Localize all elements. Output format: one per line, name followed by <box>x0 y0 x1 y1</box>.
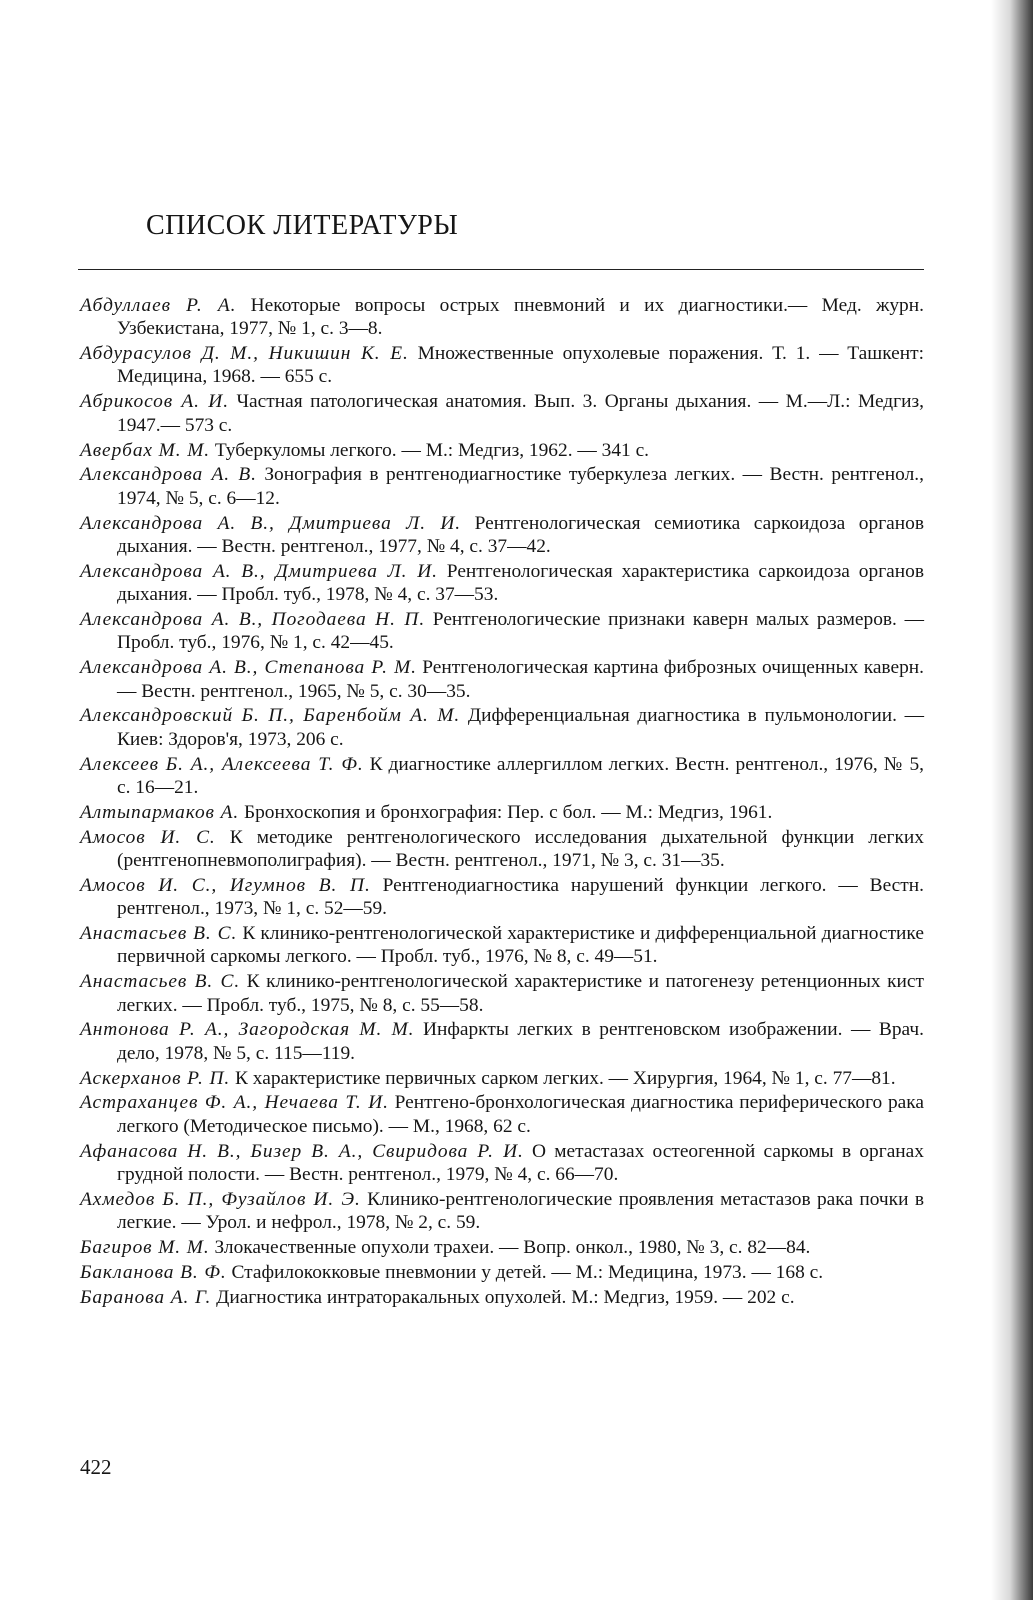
reference-entry <box>80 753 924 800</box>
reference-authors: Бакланова В. Ф. <box>80 1261 227 1283</box>
reference-authors: Аскерханов Р. П. <box>80 1067 231 1089</box>
reference-entry <box>80 922 924 969</box>
reference-list <box>80 294 924 1311</box>
reference-authors: Анастасьев В. С. <box>80 923 238 945</box>
reference-authors: Александрова А. В., Погодаева Н. П. <box>80 609 426 631</box>
reference-authors: Антонова Р. А., Загородская М. М. <box>80 1019 415 1041</box>
reference-entry <box>80 801 924 824</box>
reference-authors: Александрова А. В., Дмитриева Л. И. <box>80 560 438 582</box>
scan-edge-shadow <box>991 0 1033 1600</box>
reference-text: Рентгенологические признаки каверн малых размеров. — Пробл. туб., 1976, № 1, с. 42—45. <box>117 609 924 654</box>
reference-entry <box>80 294 924 341</box>
reference-text: К клинико-рентгенологической характеристике и дифференциальной диагностике первичной саркомы легкого. — Пробл. туб., 1976, № 8, с. 49—51. <box>117 923 924 968</box>
reference-text: Стафилококковые пневмонии у детей. — М.: Медицина, 1973. — 168 с. <box>231 1261 824 1283</box>
reference-text: Злокачественные опухоли трахеи. — Вопр. онкол., 1980, № 3, с. 82—84. <box>214 1237 811 1259</box>
reference-authors: Афанасова Н. В., Бизер В. А., Свиридова Р. И. <box>80 1140 524 1162</box>
reference-authors: Ахмедов Б. П., Фузайлов И. Э. <box>80 1188 361 1210</box>
reference-entry <box>80 439 924 462</box>
reference-authors: Амосов И. С., Игумнов В. П. <box>80 874 371 896</box>
reference-entry <box>80 560 924 607</box>
reference-entry <box>80 704 924 751</box>
reference-text: Рентгенологическая характеристика саркоидоза органов дыхания. — Пробл. туб., 1978, № 4, с. 37—53. <box>117 560 924 606</box>
reference-text: Рентгено-бронхологическая диагностика периферического рака легкого (Методическое письмо). — М., 1968, 62 с. <box>117 1092 924 1137</box>
reference-text: Бронхоскопия и бронхография: Пер. с бол. — М.: Медгиз, 1961. <box>243 801 773 823</box>
reference-authors: Алексеев Б. А., Алексеева Т. Ф. <box>80 753 364 775</box>
reference-authors: Астраханцев Ф. А., Нечаева Т. И. <box>80 1092 389 1114</box>
page-number: 422 <box>80 1455 112 1479</box>
reference-text: Рентгенологическая картина фиброзных очищенных каверн. — Вестн. рентгенол., 1965, № 5, с. 30—35. <box>117 657 924 702</box>
reference-text: К характеристике первичных сарком легких. — Хирургия, 1964, № 1, с. 77—81. <box>235 1067 896 1089</box>
reference-text: Диагностика интраторакальных опухолей. М.: Медгиз, 1959. — 202 с. <box>216 1286 795 1308</box>
reference-entry <box>80 390 924 437</box>
reference-authors: Авербах М. М. <box>80 439 211 461</box>
reference-text: К клинико-рентгенологической характеристике и патогенезу ретенционных кист легких. — Пробл. туб., 1975, № 8, с. 55—58. <box>117 971 924 1016</box>
reference-text: К методике рентгенологического исследования дыхательной функции легких (рентгенопневмополиграфия). — Вестн. рентгенол., 1971, № 3, с. 31—35. <box>117 826 924 871</box>
reference-text: Рентгенологическая семиотика саркоидоза органов дыхания. — Вестн. рентгенол., 1977, № 4, с. 37—42. <box>117 512 924 557</box>
reference-text: Зонография в рентгенодиагностике туберкулеза легких. — Вестн. рентгенол., 1974, № 5, с. 6—12. <box>117 464 924 509</box>
reference-authors: Баранова А. Г. <box>80 1286 212 1308</box>
reference-entry <box>80 1018 924 1065</box>
page-title: СПИСОК ЛИТЕРАТУРЫ <box>146 210 459 241</box>
reference-entry <box>80 826 924 873</box>
reference-text: Инфаркты легких в рентгеновском изображении. — Врач. дело, 1978, № 5, с. 115—119. <box>117 1019 924 1064</box>
reference-text: Некоторые вопросы острых пневмоний и их диагностики.— Мед. журн. Узбекистана, 1977, № 1, с. 3—8. <box>117 295 924 340</box>
reference-entry <box>80 874 924 921</box>
reference-entry <box>80 1261 924 1284</box>
reference-authors: Амосов И. С. <box>80 826 216 848</box>
reference-text: Туберкуломы легкого. — М.: Медгиз, 1962. — 341 с. <box>214 439 650 461</box>
reference-entry <box>80 1286 924 1309</box>
reference-entry <box>80 1067 924 1090</box>
title-rule <box>78 269 924 270</box>
reference-entry <box>80 342 924 389</box>
reference-text: Клинико-рентгенологические проявления метастазов рака почки в легкие. — Урол. и нефрол., 1978, № 2, с. 59. <box>117 1188 924 1234</box>
reference-text: К диагностике аллергиллом легких. Вестн. рентгенол., 1976, № 5, с. 16—21. <box>117 753 924 798</box>
reference-entry <box>80 1091 924 1138</box>
reference-entry <box>80 970 924 1017</box>
reference-entry <box>80 1140 924 1187</box>
reference-authors: Абдуллаев Р. А. <box>80 295 237 316</box>
reference-authors: Александрова А. В., Дмитриева Л. И. <box>80 512 462 534</box>
reference-entry <box>80 656 924 703</box>
reference-entry <box>80 608 924 655</box>
reference-entry <box>80 1236 924 1259</box>
reference-authors: Абдурасулов Д. М., Никишин К. Е. <box>80 343 409 365</box>
reference-authors: Багиров М. М. <box>80 1237 210 1259</box>
reference-entry <box>80 463 924 510</box>
reference-text: Множественные опухолевые поражения. Т. 1. — Ташкент: Медицина, 1968. — 655 с. <box>117 343 924 388</box>
reference-entry <box>80 1188 924 1235</box>
reference-authors: Абрикосов А. И. <box>80 391 229 413</box>
reference-text: Рентгенодиагностика нарушений функции легкого. — Вестн. рентгенол., 1973, № 1, с. 52—59. <box>117 874 924 920</box>
reference-entry <box>80 512 924 559</box>
reference-authors: Александровский Б. П., Баренбойм А. М. <box>80 705 461 727</box>
reference-text: Дифференциальная диагностика в пульмонологии. — Киев: Здоров'я, 1973, 206 с. <box>117 705 924 750</box>
reference-authors: Анастасьев В. С. <box>80 971 241 993</box>
reference-authors: Александрова А. В., Степанова Р. М. <box>80 657 417 679</box>
reference-authors: Алтыпармаков А. <box>80 801 240 823</box>
reference-text: О метастазах остеогенной саркомы в органах грудной полости. — Вестн. рентгенол., 1979, № 4, с. 66—70. <box>117 1140 924 1185</box>
reference-authors: Александрова А. В. <box>80 464 257 486</box>
reference-text: Частная патологическая анатомия. Вып. 3. Органы дыхания. — М.—Л.: Медгиз, 1947.— 573 с. <box>117 391 924 436</box>
